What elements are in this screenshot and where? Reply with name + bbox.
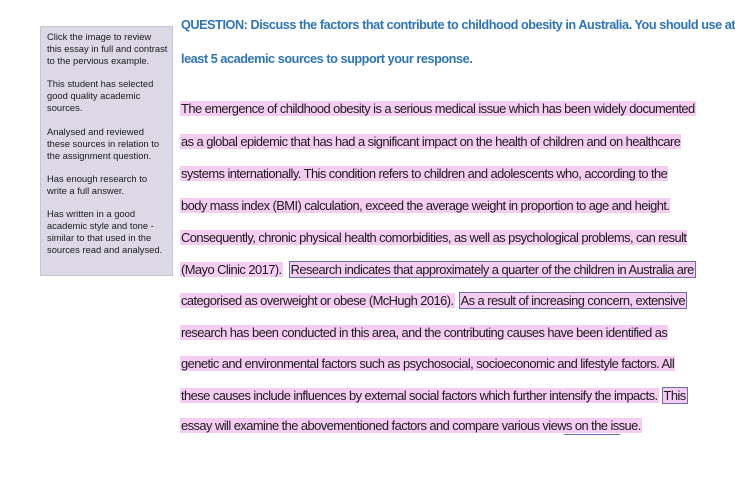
essay-line-6-highlight: Research indicates that approximately a quarter of the children in Australia are bbox=[290, 262, 694, 277]
question-line-2: least 5 academic sources to support your response. bbox=[181, 52, 473, 66]
essay-line-7 bbox=[180, 290, 687, 311]
essay-line-4 bbox=[180, 195, 670, 216]
note-analysed-sources: Analysed and reviewed these sources in relation to the assignment question. bbox=[47, 125, 160, 161]
essay-line-3-text: systems internationally. This condition refers to children and adolescents who, according to the bbox=[181, 166, 668, 181]
essay-line-10-highlight: This bbox=[663, 388, 686, 403]
annotation-note-box bbox=[40, 26, 173, 276]
essay-line-11-text: essay will examine the abovementioned factors and compare various views on the issue. bbox=[181, 418, 641, 433]
essay-line-6 bbox=[180, 259, 696, 280]
essay-line-8 bbox=[180, 322, 668, 343]
essay-line-11 bbox=[180, 415, 642, 436]
question-line-1: QUESTION: Discuss the factors that contribute to childhood obesity in Australia. You should use at bbox=[181, 18, 735, 32]
essay-line-6-citation: (Mayo Clinic 2017). bbox=[181, 262, 282, 277]
essay-line-9-text: genetic and environmental factors such as psychosocial, socioeconomic and lifestyle factors. All bbox=[181, 356, 675, 371]
essay-line-8-text: research has been conducted in this area, and the contributing causes have been identified as bbox=[181, 325, 668, 340]
essay-line-1 bbox=[180, 98, 696, 119]
essay-line-4-text: body mass index (BMI) calculation, exceed the average weight in proportion to age and height. bbox=[181, 198, 670, 213]
essay-line-7-highlight: As a result of increasing concern, extensive bbox=[460, 293, 686, 308]
highlight-underline bbox=[564, 434, 620, 435]
essay-line-3 bbox=[180, 163, 668, 184]
note-good-sources: This student has selected good quality academic sources. bbox=[47, 78, 154, 114]
note-academic-style: Has written in a good academic style and tone - similar to that used in the sources read and analysed. bbox=[47, 208, 163, 256]
essay-line-10 bbox=[180, 385, 688, 406]
essay-line-5-text: Consequently, chronic physical health comorbidities, as well as psychological problems, can result bbox=[181, 230, 687, 245]
note-enough-research: Has enough research to write a full answer. bbox=[47, 172, 148, 196]
essay-line-2-text: as a global epidemic that has had a significant impact on the health of children and on healthcare bbox=[181, 134, 681, 149]
essay-line-7-citation: categorised as overweight or obese (McHugh 2016). bbox=[181, 293, 454, 308]
essay-line-9 bbox=[180, 353, 675, 374]
essay-line-2 bbox=[180, 131, 681, 152]
essay-line-10-text: these causes include influences by external social factors which further intensify the impacts. bbox=[181, 388, 658, 403]
essay-excerpt[interactable] bbox=[180, 0, 695, 478]
essay-line-5 bbox=[180, 227, 687, 248]
essay-line-1-text: The emergence of childhood obesity is a serious medical issue which has been widely documented bbox=[181, 101, 695, 116]
note-click-image: Click the image to review this essay in full and contrast to the pervious example. bbox=[47, 31, 168, 67]
